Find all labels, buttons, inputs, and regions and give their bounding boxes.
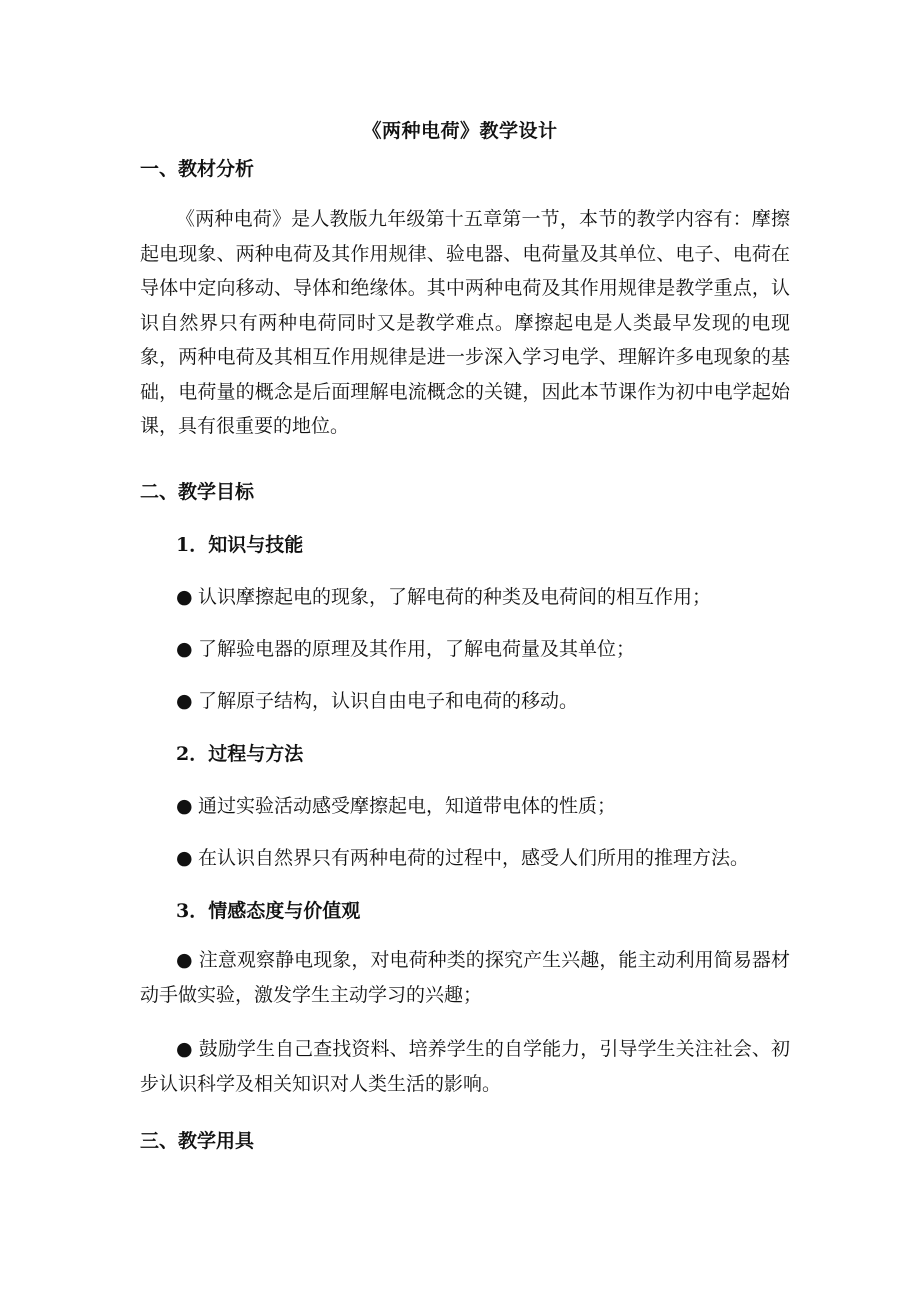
bullet-icon: ●: [176, 949, 193, 971]
bullet-icon: ●: [176, 690, 193, 712]
list-item-text: 了解原子结构，认识自由电子和电荷的移动。: [198, 690, 579, 712]
bullet-icon: ●: [176, 795, 193, 817]
document-title: 《两种电荷》教学设计: [362, 120, 558, 142]
section-heading-textbook-analysis: 一、教材分析: [140, 158, 255, 180]
list-item: [176, 582, 796, 609]
list-item-text: 通过实验活动感受摩擦起电，知道带电体的性质；: [198, 795, 617, 817]
bullet-icon: ●: [176, 1038, 193, 1060]
bullet-icon: ●: [176, 847, 193, 869]
list-item: [176, 791, 796, 818]
list-item-text: 了解验电器的原理及其作用，了解电荷量及其单位；: [198, 638, 636, 660]
list-item-text: 在认识自然界只有两种电荷的过程中，感受人们所用的推理方法。: [198, 847, 750, 869]
list-item: [176, 686, 796, 713]
list-item-text: 注意观察静电现象，对电荷种类的探究产生兴趣，能主动利用简易器材动手做实验，激发学生主动学习的兴趣；: [140, 949, 790, 1006]
bullet-icon: ●: [176, 638, 193, 660]
section-heading-teaching-tools: 三、教学用具: [140, 1130, 255, 1152]
section-heading-teaching-goals: 二、教学目标: [140, 481, 255, 503]
goal-heading-process-methods: 2．过程与方法: [176, 743, 304, 765]
list-item: [140, 943, 790, 1012]
list-item: [176, 843, 796, 870]
list-item: [176, 634, 796, 661]
bullet-icon: ●: [176, 586, 193, 608]
list-item-text: 鼓励学生自己查找资料、培养学生的自学能力，引导学生关注社会、初步认识科学及相关知识对人类生活的影响。: [140, 1038, 790, 1095]
textbook-analysis-paragraph: 《两种电荷》是人教版九年级第十五章第一节，本节的教学内容有：摩擦起电现象、两种电荷及其作用规律、验电器、电荷量及其单位、电子、电荷在导体中定向移动、导体和绝缘体。其中两种电荷及其作用规律是教学重点，认识自然界只有两种电荷同时又是教学难点。摩擦起电是人类最早发现的电现象，两种电荷及其相互作用规律是进一步深入学习电学、理解许多电现象的基础，电荷量的概念是后面理解电流概念的关键，因此本节课作为初中电学起始课，具有很重要的地位。: [140, 208, 790, 437]
list-item-text: 认识摩擦起电的现象，了解电荷的种类及电荷间的相互作用；: [198, 586, 712, 608]
goal-heading-attitudes-values: 3．情感态度与价值观: [176, 900, 361, 922]
goal-heading-knowledge-skills: 1．知识与技能: [176, 534, 304, 556]
list-item: [140, 1032, 790, 1101]
